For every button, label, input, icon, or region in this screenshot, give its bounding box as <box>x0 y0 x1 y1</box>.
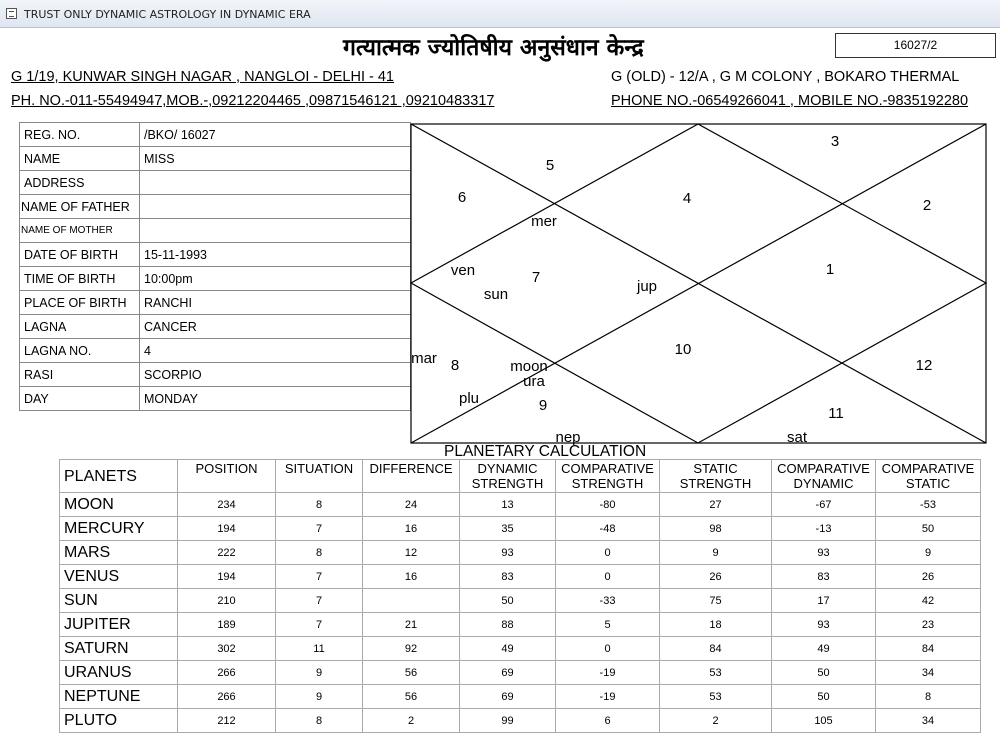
column-header: PLANETS <box>60 460 178 493</box>
planet-label-moon: moon <box>510 358 548 375</box>
table-cell: 50 <box>876 517 981 541</box>
table-cell: 34 <box>876 709 981 733</box>
info-label: DAY <box>20 387 140 411</box>
info-label: NAME <box>20 147 140 171</box>
table-cell: 189 <box>178 613 276 637</box>
house-number-2: 2 <box>922 197 932 214</box>
column-header: COMPARATIVE STATIC <box>876 460 981 493</box>
table-row <box>60 517 981 541</box>
table-cell: 13 <box>460 493 556 517</box>
table-row <box>60 637 981 661</box>
table-cell: 8 <box>276 541 363 565</box>
table-cell: -67 <box>772 493 876 517</box>
info-label: PLACE OF BIRTH <box>20 291 140 315</box>
left-phone: PH. NO.-011-55494947,MOB.-,09212204465 ,09871546121 ,09210483317 <box>11 93 495 109</box>
window-title: TRUST ONLY DYNAMIC ASTROLOGY IN DYNAMIC ERA <box>24 8 311 21</box>
table-cell: 56 <box>363 661 460 685</box>
planet-name: SUN <box>60 589 178 613</box>
table-row <box>60 685 981 709</box>
table-cell: 0 <box>556 637 660 661</box>
info-row-lagna-no <box>20 339 411 363</box>
table-cell: -13 <box>772 517 876 541</box>
table-caption: PLANETARY CALCULATION <box>444 443 647 460</box>
info-label: DATE OF BIRTH <box>20 243 140 267</box>
planet-name: JUPITER <box>60 613 178 637</box>
planet-name: PLUTO <box>60 709 178 733</box>
table-cell: 302 <box>178 637 276 661</box>
table-row <box>60 565 981 589</box>
planet-name: URANUS <box>60 661 178 685</box>
table-row <box>60 541 981 565</box>
table-cell: -48 <box>556 517 660 541</box>
table-cell: 35 <box>460 517 556 541</box>
table-cell: 0 <box>556 565 660 589</box>
table-cell: 7 <box>276 613 363 637</box>
house-number-7: 7 <box>531 269 541 286</box>
table-cell: 5 <box>556 613 660 637</box>
info-row-day <box>20 387 411 411</box>
planet-name: MARS <box>60 541 178 565</box>
table-cell: 69 <box>460 685 556 709</box>
planet-label-sun: sun <box>483 286 509 303</box>
table-cell: 84 <box>876 637 981 661</box>
table-cell: 8 <box>276 493 363 517</box>
table-cell: 6 <box>556 709 660 733</box>
table-cell: 84 <box>660 637 772 661</box>
table-row <box>60 493 981 517</box>
table-cell: 210 <box>178 589 276 613</box>
app-icon[interactable] <box>6 8 17 19</box>
table-cell: 266 <box>178 661 276 685</box>
table-cell: 11 <box>276 637 363 661</box>
table-cell: 34 <box>876 661 981 685</box>
kundli-chart <box>410 123 988 445</box>
info-row-tob <box>20 267 411 291</box>
reg-number-box: 16027/2 <box>835 33 996 58</box>
house-number-12: 12 <box>915 357 933 374</box>
table-cell: 53 <box>660 685 772 709</box>
table-cell: 92 <box>363 637 460 661</box>
info-value: /BKO/ 16027 <box>140 123 411 147</box>
table-cell: -19 <box>556 661 660 685</box>
planet-label-sat: sat <box>786 429 808 445</box>
table-cell: 88 <box>460 613 556 637</box>
info-row-pob <box>20 291 411 315</box>
table-body <box>60 493 981 733</box>
table-cell: 49 <box>772 637 876 661</box>
kundli-grid <box>411 124 986 443</box>
info-label: ADDRESS <box>20 171 140 195</box>
column-header: COMPARATIVE STRENGTH <box>556 460 660 493</box>
table-cell: 234 <box>178 493 276 517</box>
info-label: REG. NO. <box>20 123 140 147</box>
table-cell: -19 <box>556 685 660 709</box>
table-cell: 42 <box>876 589 981 613</box>
table-cell: 7 <box>276 565 363 589</box>
table-cell: 17 <box>772 589 876 613</box>
info-label: LAGNA <box>20 315 140 339</box>
info-label: NAME OF MOTHER <box>20 219 140 243</box>
column-header: STATIC STRENGTH <box>660 460 772 493</box>
table-cell: 26 <box>660 565 772 589</box>
table-cell: 12 <box>363 541 460 565</box>
info-value <box>140 171 411 195</box>
table-cell: 18 <box>660 613 772 637</box>
table-cell: 83 <box>460 565 556 589</box>
house-number-11: 11 <box>828 405 844 422</box>
table-row <box>60 661 981 685</box>
column-header: DIFFERENCE <box>363 460 460 493</box>
house-number-6: 6 <box>457 189 467 206</box>
info-value: RANCHI <box>140 291 411 315</box>
planet-label-nep: nep <box>555 429 581 445</box>
table-cell: 24 <box>363 493 460 517</box>
table-cell: 2 <box>363 709 460 733</box>
table-cell: -53 <box>876 493 981 517</box>
table-cell: 93 <box>460 541 556 565</box>
right-address: G (OLD) - 12/A , G M COLONY , BOKARO THERMAL <box>611 69 960 85</box>
info-value <box>140 195 411 219</box>
planet-label-jup: jup <box>636 278 658 295</box>
table-cell: 27 <box>660 493 772 517</box>
table-cell: 98 <box>660 517 772 541</box>
table-cell: 8 <box>876 685 981 709</box>
column-header: POSITION <box>178 460 276 493</box>
table-cell: -33 <box>556 589 660 613</box>
hindi-title: गत्यात्मक ज्योतिषीय अनुसंधान केन्द्र <box>343 34 644 61</box>
info-row-address <box>20 171 411 195</box>
table-cell: -80 <box>556 493 660 517</box>
planet-label-ura: ura <box>523 373 545 390</box>
planet-label-ven: ven <box>450 262 476 279</box>
table-cell: 93 <box>772 613 876 637</box>
table-cell: 83 <box>772 565 876 589</box>
left-address: G 1/19, KUNWAR SINGH NAGAR , NANGLOI - DELHI - 41 <box>11 69 394 85</box>
table-header-row <box>60 460 981 493</box>
table-cell: 16 <box>363 565 460 589</box>
table-cell: 222 <box>178 541 276 565</box>
info-label: NAME OF FATHER <box>20 195 140 219</box>
right-phone: PHONE NO.-06549266041 , MOBILE NO.-9835192280 <box>611 93 969 109</box>
info-label: LAGNA NO. <box>20 339 140 363</box>
table-cell: 23 <box>876 613 981 637</box>
planet-name: VENUS <box>60 565 178 589</box>
planet-name: MOON <box>60 493 178 517</box>
house-number-1: 1 <box>825 261 835 278</box>
info-value: SCORPIO <box>140 363 411 387</box>
house-number-8: 8 <box>450 357 460 374</box>
table-cell: 75 <box>660 589 772 613</box>
table-cell: 69 <box>460 661 556 685</box>
table-cell: 49 <box>460 637 556 661</box>
table-cell: 194 <box>178 517 276 541</box>
house-number-5: 5 <box>545 157 555 174</box>
table-cell: 56 <box>363 685 460 709</box>
table-row <box>60 613 981 637</box>
info-value: MISS <box>140 147 411 171</box>
column-header: SITUATION <box>276 460 363 493</box>
table-cell: 2 <box>660 709 772 733</box>
table-cell: 50 <box>772 661 876 685</box>
table-cell: 7 <box>276 517 363 541</box>
table-cell: 9 <box>276 685 363 709</box>
table-cell: 105 <box>772 709 876 733</box>
info-row-lagna <box>20 315 411 339</box>
column-header: DYNAMIC STRENGTH <box>460 460 556 493</box>
table-cell: 53 <box>660 661 772 685</box>
info-value: 10:00pm <box>140 267 411 291</box>
info-label: RASI <box>20 363 140 387</box>
info-value: 15-11-1993 <box>140 243 411 267</box>
window-titlebar[interactable] <box>0 0 1000 28</box>
info-row-mother <box>20 219 411 243</box>
info-row-dob <box>20 243 411 267</box>
table-cell: 50 <box>772 685 876 709</box>
info-value: MONDAY <box>140 387 411 411</box>
table-cell: 7 <box>276 589 363 613</box>
table-cell: 26 <box>876 565 981 589</box>
planetary-table <box>59 459 981 733</box>
info-row-reg-no <box>20 123 411 147</box>
info-row-name <box>20 147 411 171</box>
info-value: CANCER <box>140 315 411 339</box>
table-cell: 8 <box>276 709 363 733</box>
table-cell: 212 <box>178 709 276 733</box>
table-cell: 50 <box>460 589 556 613</box>
planet-name: MERCURY <box>60 517 178 541</box>
personal-info-table <box>19 122 411 411</box>
info-row-rasi <box>20 363 411 387</box>
house-number-4: 4 <box>682 190 692 207</box>
table-cell: 266 <box>178 685 276 709</box>
planet-label-mar: mar <box>411 350 437 367</box>
info-value <box>140 219 411 243</box>
house-number-3: 3 <box>830 133 840 150</box>
table-row <box>60 709 981 733</box>
info-value: 4 <box>140 339 411 363</box>
table-cell: 9 <box>276 661 363 685</box>
table-cell: 9 <box>876 541 981 565</box>
house-number-10: 10 <box>674 341 692 358</box>
info-row-father <box>20 195 411 219</box>
table-row <box>60 589 981 613</box>
planet-name: NEPTUNE <box>60 685 178 709</box>
info-label: TIME OF BIRTH <box>20 267 140 291</box>
table-cell: 99 <box>460 709 556 733</box>
table-cell: 9 <box>660 541 772 565</box>
planet-label-mer: mer <box>531 213 557 230</box>
planet-name: SATURN <box>60 637 178 661</box>
column-header: COMPARATIVE DYNAMIC <box>772 460 876 493</box>
table-cell: 93 <box>772 541 876 565</box>
table-cell: 16 <box>363 517 460 541</box>
house-number-9: 9 <box>538 397 548 414</box>
table-cell: 21 <box>363 613 460 637</box>
planet-label-plu: plu <box>458 390 480 407</box>
table-cell <box>363 589 460 613</box>
table-cell: 194 <box>178 565 276 589</box>
table-cell: 0 <box>556 541 660 565</box>
